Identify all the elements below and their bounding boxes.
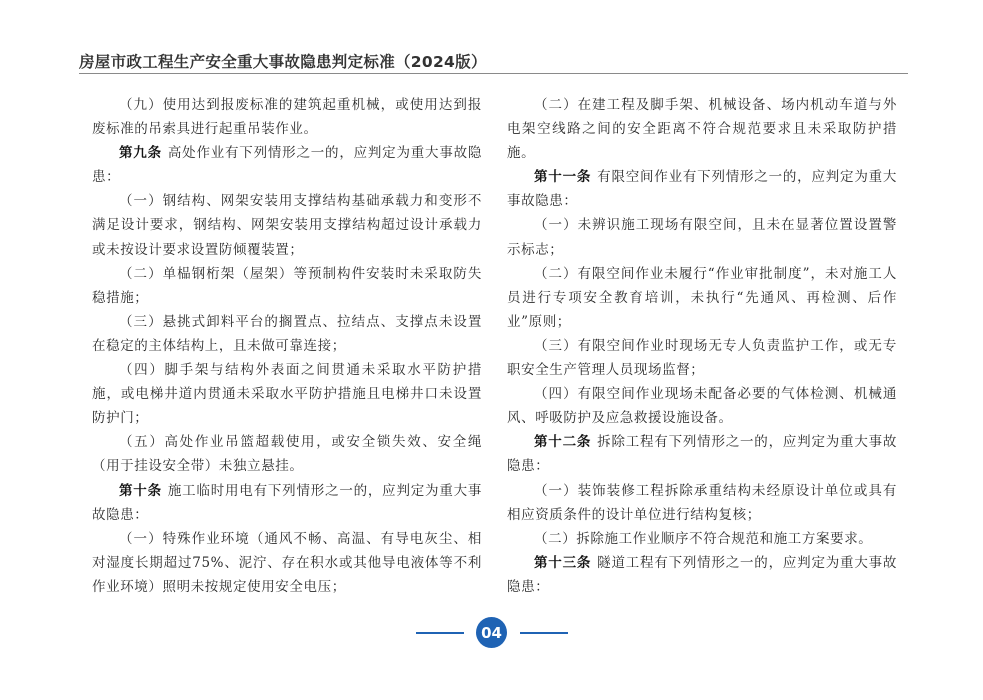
paragraph-text: （二）单榀钢桁架（屋架）等预制构件安装时未采取防失稳措施； [92, 265, 482, 306]
paragraph-text: （九）使用达到报废标准的建筑起重机械，或使用达到报废标准的吊索具进行起重吊装作业。 [92, 97, 482, 138]
paragraph-text: （二）在建工程及脚手架、机械设备、场内机动车道与外电架空线路之间的安全距离不符合规范要求且未采取防护措施。 [507, 97, 897, 162]
header-title: 房屋市政工程生产安全重大事故隐患判定标准（2024版） [79, 53, 487, 71]
page-footer [0, 617, 983, 649]
article-paragraph [507, 551, 897, 599]
footer-line-right [520, 632, 568, 634]
clause-paragraph [92, 310, 482, 358]
article-heading: 第十一条 [534, 169, 592, 186]
paragraph-text: （一）装饰装修工程拆除承重结构未经原设计单位或具有相应资质条件的设计单位进行结构复核； [507, 482, 897, 523]
paragraph-text: （五）高处作业吊篮超载使用，或安全锁失效、安全绳（用于挂设安全带）未独立悬挂。 [92, 434, 482, 475]
page-number-badge: 04 [476, 617, 507, 648]
paragraph-text: （三）有限空间作业时现场无专人负责监护工作，或无专职安全生产管理人员现场监督； [507, 337, 897, 379]
clause-paragraph [507, 262, 897, 334]
left-column [92, 93, 482, 599]
paragraph-text: （一）未辨识施工现场有限空间，且未在显著位置设置警示标志； [507, 217, 897, 258]
article-paragraph [92, 479, 482, 527]
header-divider [79, 73, 908, 74]
right-column [507, 93, 897, 599]
paragraph-text: （三）悬挑式卸料平台的搁置点、拉结点、支撑点未设置在稳定的主体结构上，且未做可靠连接； [92, 313, 482, 354]
paragraph-text: （二）有限空间作业未履行“作业审批制度”，未对施工人员进行专项安全教育培训，未执行“先通风、再检测、后作业”原则； [507, 265, 897, 330]
article-paragraph [507, 165, 897, 213]
paragraph-text: 拆除工程有下列情形之一的，应判定为重大事故隐患： [507, 434, 897, 475]
article-heading: 第十条 [119, 482, 162, 499]
clause-paragraph [507, 382, 897, 430]
article-heading: 第十三条 [534, 554, 592, 571]
clause-paragraph [92, 430, 482, 478]
clause-paragraph [507, 93, 897, 165]
paragraph-text: （二）拆除施工作业顺序不符合规范和施工方案要求。 [534, 530, 873, 547]
article-heading: 第九条 [119, 145, 162, 162]
clause-paragraph [92, 358, 482, 430]
clause-paragraph [92, 93, 482, 141]
clause-paragraph [507, 334, 897, 382]
clause-paragraph [507, 479, 897, 527]
clause-paragraph [92, 262, 482, 310]
paragraph-text: （一）钢结构、网架安装用支撑结构基础承载力和变形不满足设计要求，钢结构、网架安装用支撑结构超过设计承载力或未按设计要求设置防倾覆装置； [92, 193, 482, 258]
paragraph-text: 施工临时用电有下列情形之一的，应判定为重大事故隐患： [92, 482, 482, 523]
paragraph-text: 有限空间作业有下列情形之一的，应判定为重大事故隐患： [507, 169, 897, 210]
article-paragraph [92, 141, 482, 189]
paragraph-text: 高处作业有下列情形之一的，应判定为重大事故隐患： [92, 145, 482, 186]
paragraph-text: 隧道工程有下列情形之一的，应判定为重大事故隐患： [507, 554, 897, 595]
clause-paragraph [507, 213, 897, 261]
clause-paragraph [92, 527, 482, 599]
article-heading: 第十二条 [534, 434, 592, 451]
article-paragraph [507, 430, 897, 478]
paragraph-text: （四）脚手架与结构外表面之间贯通未采取水平防护措施，或电梯井道内贯通未采取水平防护措施且电梯井口未设置防护门； [92, 362, 482, 427]
clause-paragraph [507, 527, 897, 551]
footer-line-left [416, 632, 464, 634]
paragraph-text: （一）特殊作业环境（通风不畅、高温、有导电灰尘、相对湿度长期超过75%、泥泞、存在积水或其他导电液体等不利作业环境）照明未按规定使用安全电压； [92, 530, 482, 595]
paragraph-text: （四）有限空间作业现场未配备必要的气体检测、机械通风、呼吸防护及应急救援设施设备。 [507, 386, 897, 427]
clause-paragraph [92, 189, 482, 261]
